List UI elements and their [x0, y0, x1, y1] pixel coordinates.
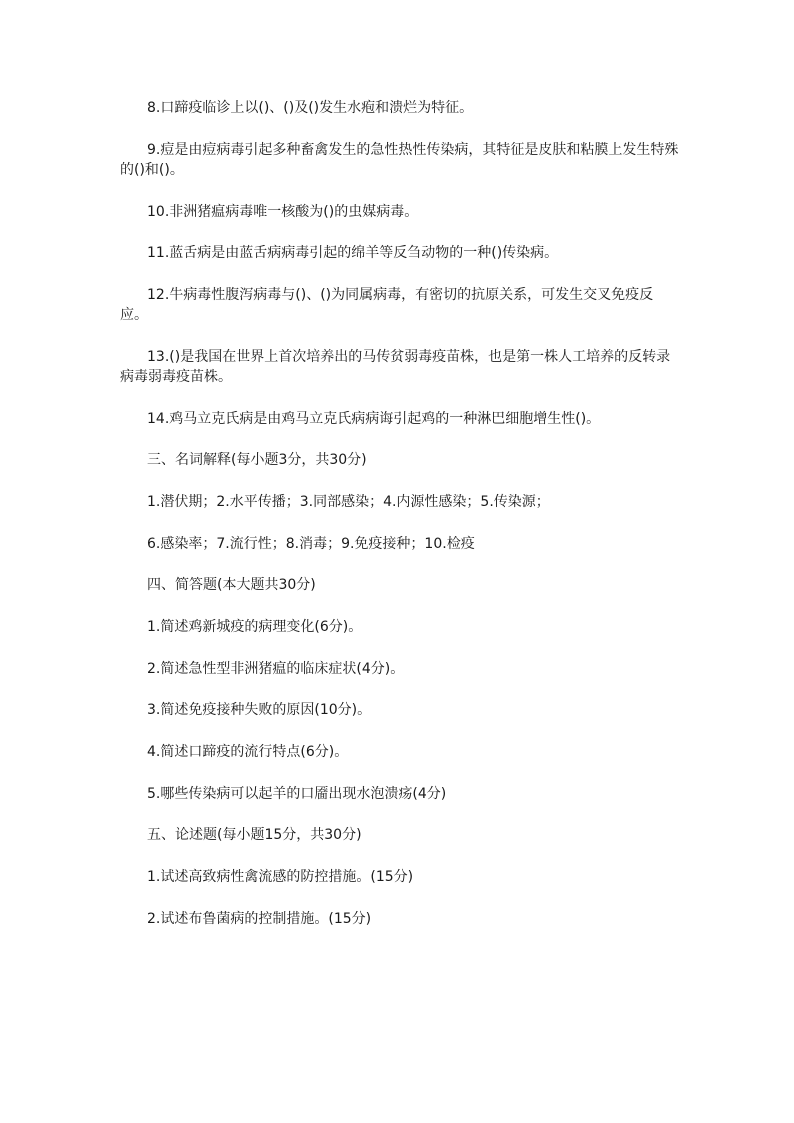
essay-2: 2.试述布鲁菌病的控制措施。(15分) — [147, 911, 372, 927]
short-answer-2: 2.简述急性型非洲猪瘟的临床症状(4分)。 — [147, 661, 405, 677]
short-answer-5: 5.哪些传染病可以起羊的口靥出现水泡溃疡(4分) — [147, 786, 447, 802]
essay-1: 1.试述高致病性禽流感的防控措施。(15分) — [147, 869, 414, 885]
question-9: 9.痘是由痘病毒引起多种畜禽发生的急性热性传染病，其特征是皮肤和粘膜上发生特殊的()和()。 — [120, 142, 679, 178]
question-10: 10.非洲猪瘟病毒唯一核酸为()的虫媒病毒。 — [147, 204, 419, 220]
definitions-line-1: 1.潜伏期；2.水平传播；3.同部感染；4.内源性感染；5.传染源； — [147, 494, 550, 510]
short-answer-1: 1.简述鸡新城疫的病理变化(6分)。 — [147, 619, 363, 635]
section-heading-essay: 五、论述题(每小题15分，共30分) — [147, 827, 362, 843]
definitions-line-2: 6.感染率；7.流行性；8.消毒；9.免疫接种；10.检疫 — [147, 536, 475, 552]
section-heading-definitions: 三、名词解释(每小题3分，共30分) — [147, 452, 367, 468]
short-answer-4: 4.简述口蹄疫的流行特点(6分)。 — [147, 744, 349, 760]
short-answer-3: 3.简述免疫接种失败的原因(10分)。 — [147, 702, 372, 718]
question-11: 11.蓝舌病是由蓝舌病病毒引起的绵羊等反刍动物的一种()传染病。 — [147, 245, 559, 261]
question-12: 12.牛病毒性腹泻病毒与()、()为同属病毒，有密切的抗原关系，可发生交叉免疫反应。 — [120, 287, 654, 323]
question-14: 14.鸡马立克氏病是由鸡马立克氏病病诲引起鸡的一种淋巴细胞增生性()。 — [147, 411, 601, 427]
question-8: 8.口蹄疫临诊上以()、()及()发生水疱和溃烂为特征。 — [147, 100, 474, 116]
section-heading-short-answer: 四、简答题(本大题共30分) — [147, 577, 316, 593]
question-13: 13.()是我国在世界上首次培养出的马传贫弱毒疫苗株，也是第一株人工培养的反转录病毒弱毒疫苗株。 — [120, 349, 671, 385]
